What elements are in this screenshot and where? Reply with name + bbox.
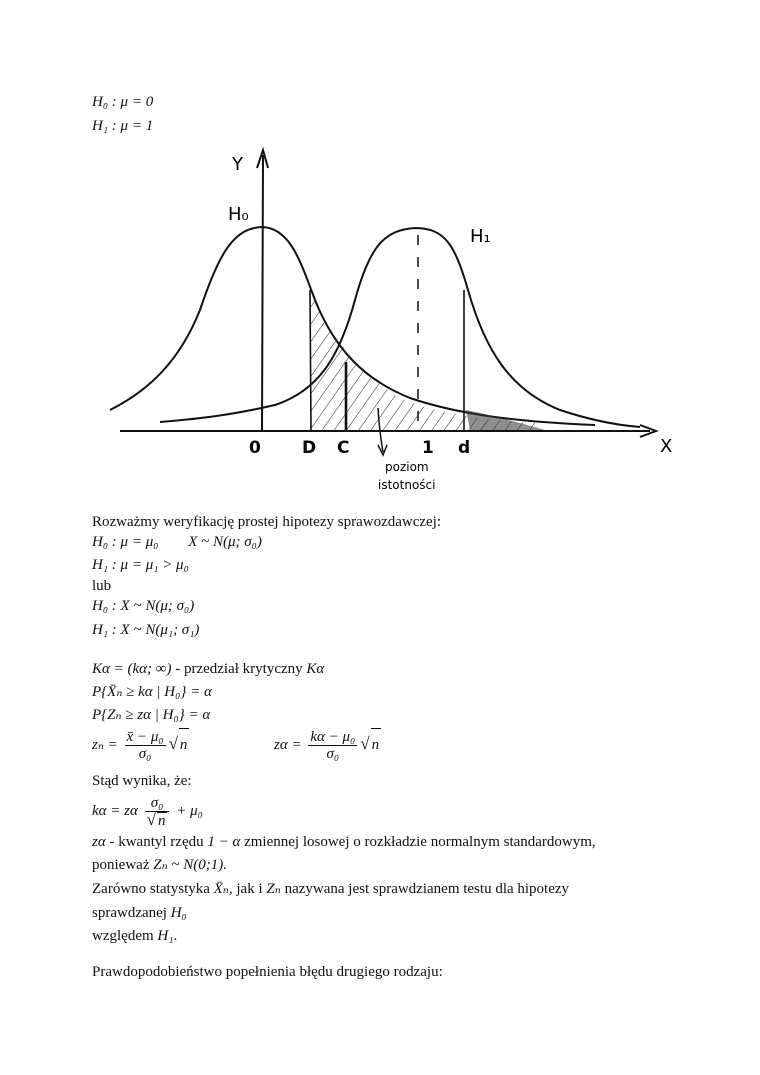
intro-text: Rozważmy weryfikację prostej hipotezy sprawozdawczej: — [92, 514, 442, 530]
stad-text: Stąd wynika, że: — [92, 773, 192, 789]
line-D — [310, 290, 311, 431]
one-minus-alpha: 1 − α — [207, 834, 241, 850]
critical-interval: Kα = (kα; ∞) — [92, 661, 172, 677]
h0-symbol: H₀ — [170, 905, 187, 921]
zn-fraction — [125, 729, 166, 762]
zarowno-text: Zarówno statystyka — [92, 881, 214, 897]
curve-h0-label: H₀ — [228, 204, 249, 225]
tick-d: d — [458, 438, 471, 458]
zn-formula — [92, 728, 189, 762]
normal-distributions-figure — [0, 140, 760, 505]
significance-label-2: istotności — [378, 478, 436, 492]
poniewaz-line — [92, 856, 227, 874]
jak-i-text: , jak i — [228, 881, 267, 897]
ka-sqrt-n: n — [157, 812, 166, 829]
zn-symbol: Zₙ — [266, 881, 281, 897]
critical-interval-symbol: Kα — [306, 661, 325, 677]
sprawdzanej-line — [92, 904, 187, 922]
critical-interval-line — [92, 660, 324, 678]
nazywana-text: nazywana jest sprawdzianem testu dla hipotezy — [280, 881, 570, 897]
wzgledem-text: względem — [92, 928, 158, 944]
poniewaz-text: ponieważ — [92, 857, 154, 873]
za-denominator: σ₀ — [326, 746, 340, 763]
tick-D: D — [302, 438, 317, 458]
zarowno-line — [92, 880, 569, 898]
wzgledem-line — [92, 927, 177, 945]
h1-curve — [160, 228, 640, 427]
zn-numerator: x̄ − μ₀ — [126, 729, 164, 746]
critical-interval-desc: - przedział krytyczny — [171, 661, 307, 677]
zn-lhs: zₙ = — [92, 737, 118, 753]
tick-1: 1 — [422, 438, 434, 458]
za-symbol: zα — [92, 834, 106, 850]
zn-denominator: σ₀ — [138, 746, 152, 763]
x-distribution: X ~ N(μ; σ₀) — [188, 534, 262, 550]
h1-mu: H₁ : μ = μ₁ > μ₀ — [92, 557, 189, 573]
kwantyl-text-2: zmiennej losowej o rozkładzie normalnym standardowym, — [240, 834, 596, 850]
curve-h1-label: H₁ — [470, 226, 491, 247]
ka-lhs: kα = zα — [92, 803, 138, 819]
sqrt-sign-2: √ — [360, 734, 370, 753]
kwantyl-line — [92, 833, 596, 851]
za-fraction — [308, 729, 357, 762]
hypothesis-h1-top: H₁ : μ = 1 — [92, 118, 154, 134]
lub-text: lub — [92, 578, 112, 594]
tick-0: 0 — [249, 438, 261, 458]
xn-symbol: X̄ₙ — [213, 881, 229, 897]
prob-zn: P{Zₙ ≥ zα | H₀} = α — [92, 707, 211, 723]
za-lhs: zα = — [274, 737, 302, 753]
h0-mu-line — [92, 533, 262, 551]
y-axis — [262, 155, 263, 430]
h0-mu: H₀ : μ = μ₀ — [92, 534, 159, 550]
beta-region-hatch — [466, 410, 545, 430]
za-sqrt-n: n — [371, 728, 382, 761]
h1-symbol: H₁ — [157, 928, 174, 944]
h0-tail-hatch — [300, 280, 550, 432]
zn-standard-normal: Zₙ ~ N(0;1). — [153, 857, 228, 873]
y-axis-label: Y — [232, 154, 243, 175]
h0-x-dist: H₀ : X ~ N(μ; σ₀) — [92, 598, 195, 614]
x-axis-label: X — [660, 436, 673, 457]
type-ii-error-text: Prawdopodobieństwo popełnienia błędu drugiego rodzaju: — [92, 964, 443, 980]
ka-rhs: + μ₀ — [176, 803, 203, 819]
h1-x-dist: H₁ : X ~ N(μ₁; σ₁) — [92, 622, 200, 638]
za-formula — [274, 728, 381, 762]
ka-numerator: σ₀ — [145, 795, 170, 812]
prob-xn: P{X̄ₙ ≥ kα | H₀} = α — [92, 684, 212, 700]
zn-sqrt-n: n — [179, 728, 190, 761]
sprawdzanej-text: sprawdzanej — [92, 905, 171, 921]
ka-formula — [92, 793, 203, 829]
ka-denominator: √ n — [146, 809, 166, 829]
kwantyl-text: - kwantyl rzędu — [105, 834, 208, 850]
za-numerator: kα − μ₀ — [310, 729, 356, 746]
tick-C: C — [337, 438, 350, 458]
sqrt-sign-1: √ — [168, 734, 178, 753]
significance-label-1: poziom — [385, 460, 429, 474]
ka-fraction — [145, 795, 170, 829]
hypothesis-h0-top: H₀ : μ = 0 — [92, 94, 154, 110]
period: . — [173, 928, 178, 944]
